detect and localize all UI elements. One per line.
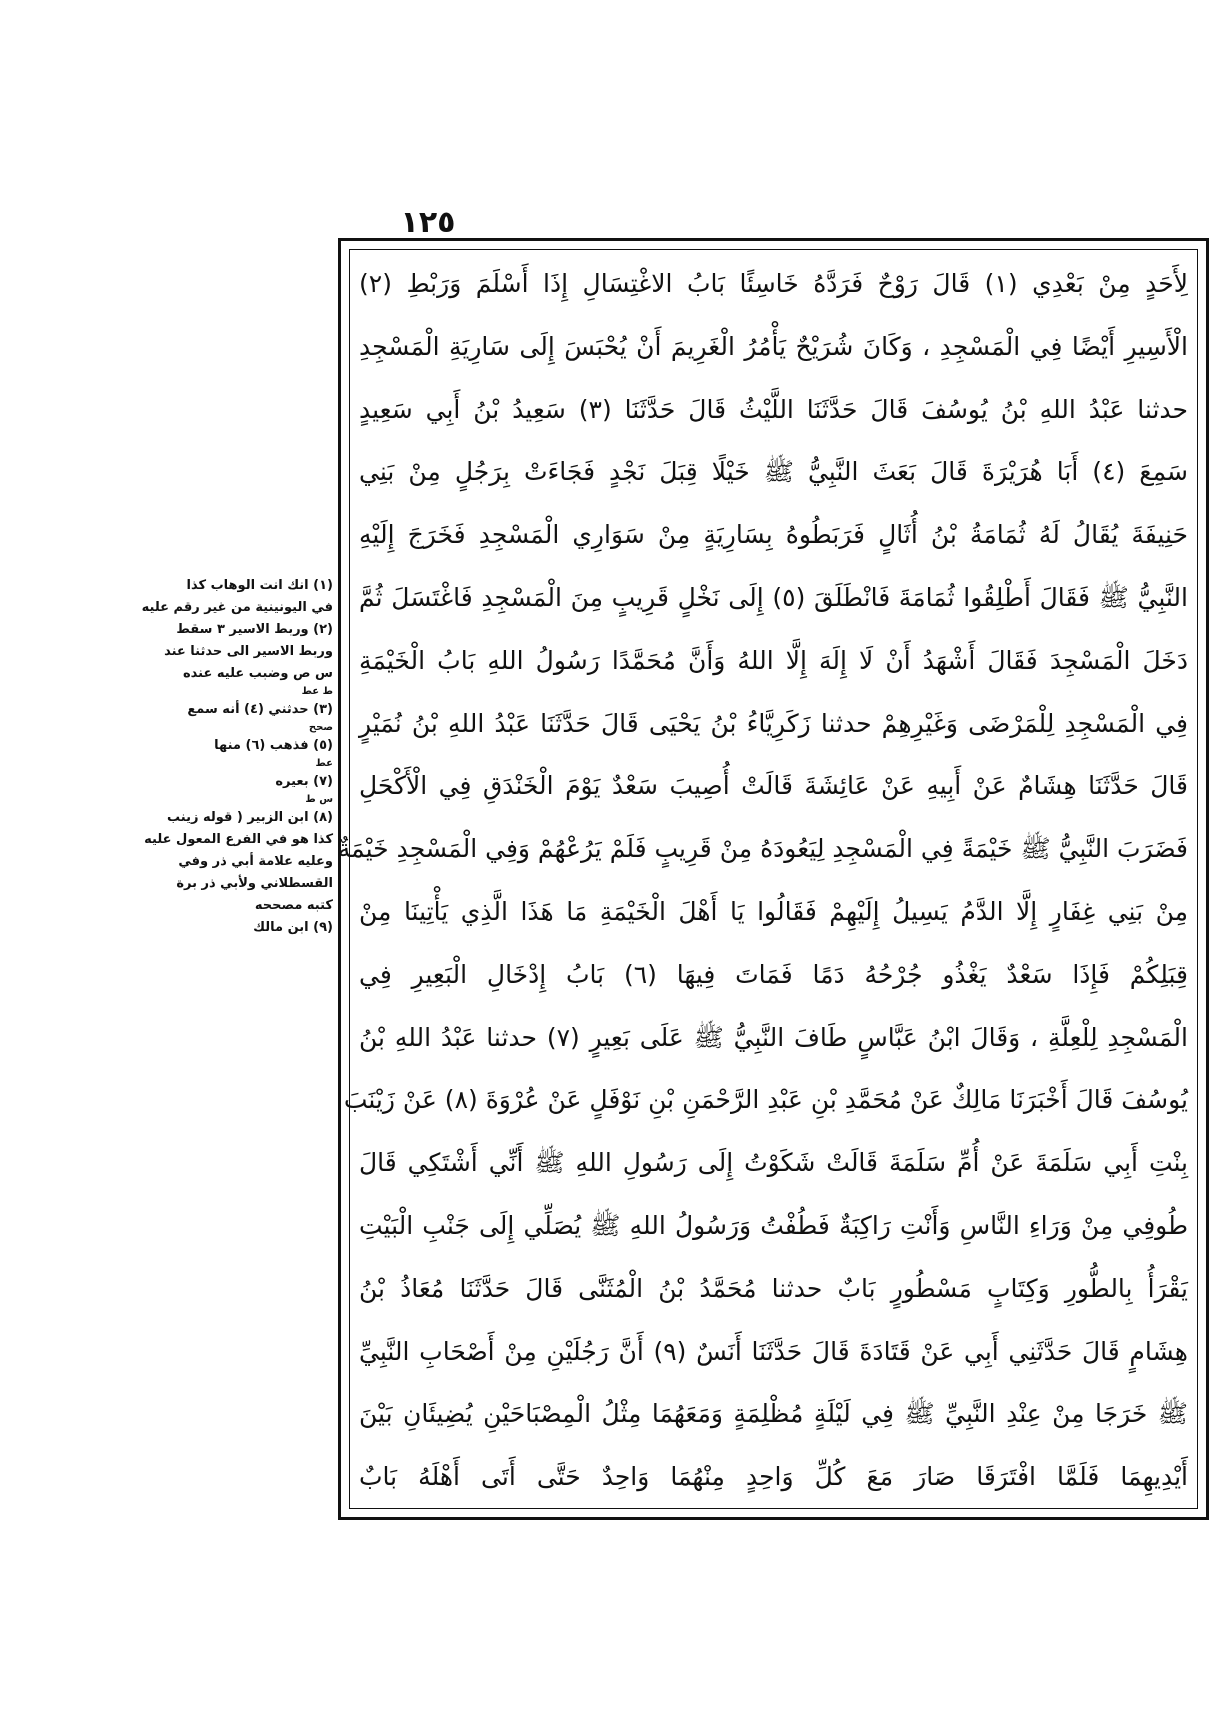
margin-note: س ص وضبب عليه عنده: [183, 666, 333, 681]
text-line: قِبَلِكُمْ فَإِذَا سَعْدٌ يَغْذُو جُرْحُهُ دَمًا فَمَاتَ فِيهَا (٦) بَابُ إِدْخَالِ الْبَعِيرِ فِي: [359, 959, 1188, 989]
page-number: ١٢٥: [400, 205, 456, 240]
text-line: لِأَحَدٍ مِنْ بَعْدِي (١) قَالَ رَوْحٌ فَرَدَّهُ خَاسِئًا بَابُ الاغْتِسَالِ إِذَا أَسْلَمَ وَرَبْطِ (٢): [359, 269, 1188, 298]
margin-note: (٨) ابن الزبير ( قوله زينب: [167, 810, 333, 825]
margin-note: (٧) بعيره: [275, 774, 333, 789]
text-line: الْأَسِيرِ أَيْضًا فِي الْمَسْجِدِ ، وَكَانَ شُرَيْحٌ يَأْمُرُ الْغَرِيمَ أَنْ يُحْبَسَ إِلَى سَارِيَةِ الْمَسْجِدِ: [359, 331, 1188, 361]
text-line: حدثنا عَبْدُ اللهِ بْنُ يُوسُفَ قَالَ حَدَّثَنَا اللَّيْثُ قَالَ حَدَّثَنَا (٣) سَعِيدُ بْنُ أَبِي سَعِيدٍ: [359, 394, 1189, 424]
text-line: يَقْرَأُ بِالطُّورِ وَكِتَابٍ مَسْطُورٍ بَابٌ حدثنا مُحَمَّدُ بْنُ الْمُثَنَّى قَالَ حَدَّثَنَا مُعَاذُ بْنُ: [359, 1273, 1188, 1303]
text-line: حَنِيفَةَ يُقَالُ لَهُ ثُمَامَةُ بْنُ أُثَالٍ فَرَبَطُوهُ بِسَارِيَةٍ مِنْ سَوَارِي الْمَسْجِدِ فَخَرَجَ إِلَيْهِ: [359, 520, 1188, 550]
text-line: قَالَ حَدَّثَنَا هِشَامٌ عَنْ أَبِيهِ عَنْ عَائِشَةَ قَالَتْ أُصِيبَ سَعْدٌ يَوْمَ الْخَنْدَقِ فِي الْأَكْحَلِ: [359, 771, 1188, 801]
margin-note: وعليه علامة أبي ذر وفي: [178, 854, 333, 869]
text-line: فَضَرَبَ النَّبِيُّ ﷺ خَيْمَةً فِي الْمَسْجِدِ لِيَعُودَهُ مِنْ قَرِيبٍ فَلَمْ يَرُعْهُمْ وَفِي الْمَسْجِدِ خَيْمَةٌ: [337, 834, 1188, 864]
margin-note: وربط الاسير الى حدثنا عند: [164, 644, 333, 659]
margin-note: في اليونينية من غير رقم عليه: [141, 600, 333, 615]
text-line: بِنْتِ أَبِي سَلَمَةَ عَنْ أُمِّ سَلَمَةَ قَالَتْ شَكَوْتُ إِلَى رَسُولِ اللهِ ﷺ أَنِّي أَشْتَكِي قَالَ: [359, 1148, 1188, 1178]
text-line: أَيْدِيهِمَا فَلَمَّا افْتَرَقَا صَارَ مَعَ كُلِّ وَاحِدٍ مِنْهُمَا وَاحِدٌ حَتَّى أَتَى أَهْلَهُ بَابٌ: [359, 1462, 1188, 1492]
margin-note: س ط: [305, 794, 333, 805]
text-line: النَّبِيُّ ﷺ فَقَالَ أَطْلِقُوا ثُمَامَةَ فَانْطَلَقَ (٥) إِلَى نَخْلٍ قَرِيبٍ مِنَ الْمَسْجِدِ فَاغْتَسَلَ ثُمَّ: [359, 582, 1188, 612]
margin-note: صحح: [308, 722, 333, 733]
text-line: هِشَامٍ قَالَ حَدَّثَنِي أَبِي عَنْ قَتَادَةَ قَالَ حَدَّثَنَا أَنَسٌ (٩) أَنَّ رَجُلَيْنِ مِنْ أَصْحَابِ النَّبِيِّ: [359, 1336, 1188, 1366]
text-line: مِنْ بَنِي غِفَارٍ إِلَّا الدَّمُ يَسِيلُ إِلَيْهِمْ فَقَالُوا يَا أَهْلَ الْخَيْمَةِ مَا هَذَا الَّذِي يَأْتِينَا مِنْ: [359, 896, 1188, 926]
text-line: الْمَسْجِدِ لِلْعِلَّةِ ، وَقَالَ ابْنُ عَبَّاسٍ طَافَ النَّبِيُّ ﷺ عَلَى بَعِيرٍ (٧) حدثنا عَبْدُ اللهِ بْنُ: [359, 1022, 1188, 1052]
margin-note: (٩) ابن مالك: [253, 920, 333, 935]
margin-notes: [138, 575, 333, 939]
text-line: سَمِعَ (٤) أَبَا هُرَيْرَةَ قَالَ بَعَثَ النَّبِيُّ ﷺ خَيْلًا قِبَلَ نَجْدٍ فَجَاءَتْ بِرَجُلٍ مِنْ بَنِي: [359, 457, 1188, 487]
text-frame: [338, 238, 1209, 1520]
margin-note: كذا هو في الفرع المعول عليه: [144, 832, 333, 847]
margin-note: ط عط: [301, 686, 333, 697]
text-line: ﷺ خَرَجَا مِنْ عِنْدِ النَّبِيِّ ﷺ فِي لَيْلَةٍ مُظْلِمَةٍ وَمَعَهُمَا مِثْلُ الْمِصْبَاحَيْنِ يُضِيئَانِ بَيْنَ: [359, 1399, 1188, 1429]
text-line: فِي الْمَسْجِدِ لِلْمَرْضَى وَغَيْرِهِمْ حدثنا زَكَرِيَّاءُ بْنُ يَحْيَى قَالَ حَدَّثَنَا عَبْدُ اللهِ بْنُ نُمَيْرٍ: [359, 708, 1188, 738]
text-line: يُوسُفَ قَالَ أَخْبَرَنَا مَالِكٌ عَنْ مُحَمَّدِ بْنِ عَبْدِ الرَّحْمَنِ بْنِ نَوْفَلٍ عَنْ عُرْوَةَ (٨) عَنْ زَيْنَبَ: [343, 1085, 1188, 1115]
margin-note: كتبه مصححه: [254, 898, 333, 913]
margin-note: (٢) وربط الاسير ٣ سقط: [176, 622, 333, 637]
margin-note: (١) انك انت الوهاب كذا: [186, 578, 333, 593]
margin-note: (٣) حدثني (٤) أنه سمع: [187, 702, 333, 717]
text-line: طُوفِي مِنْ وَرَاءِ النَّاسِ وَأَنْتِ رَاكِبَةٌ فَطُفْتُ وَرَسُولُ اللهِ ﷺ يُصَلِّي إِلَى جَنْبِ الْبَيْتِ: [359, 1210, 1188, 1240]
main-text: [337, 253, 1189, 1505]
margin-note: (٥) فذهب (٦) منها: [214, 738, 333, 753]
text-line: دَخَلَ الْمَسْجِدَ فَقَالَ أَشْهَدُ أَنْ لَا إِلَهَ إِلَّا اللهُ وَأَنَّ مُحَمَّدًا رَسُولُ اللهِ بَابُ الْخَيْمَةِ: [359, 645, 1188, 675]
margin-note: القسطلاني ولأبي ذر برة: [176, 876, 333, 891]
margin-note: عط: [315, 758, 333, 769]
